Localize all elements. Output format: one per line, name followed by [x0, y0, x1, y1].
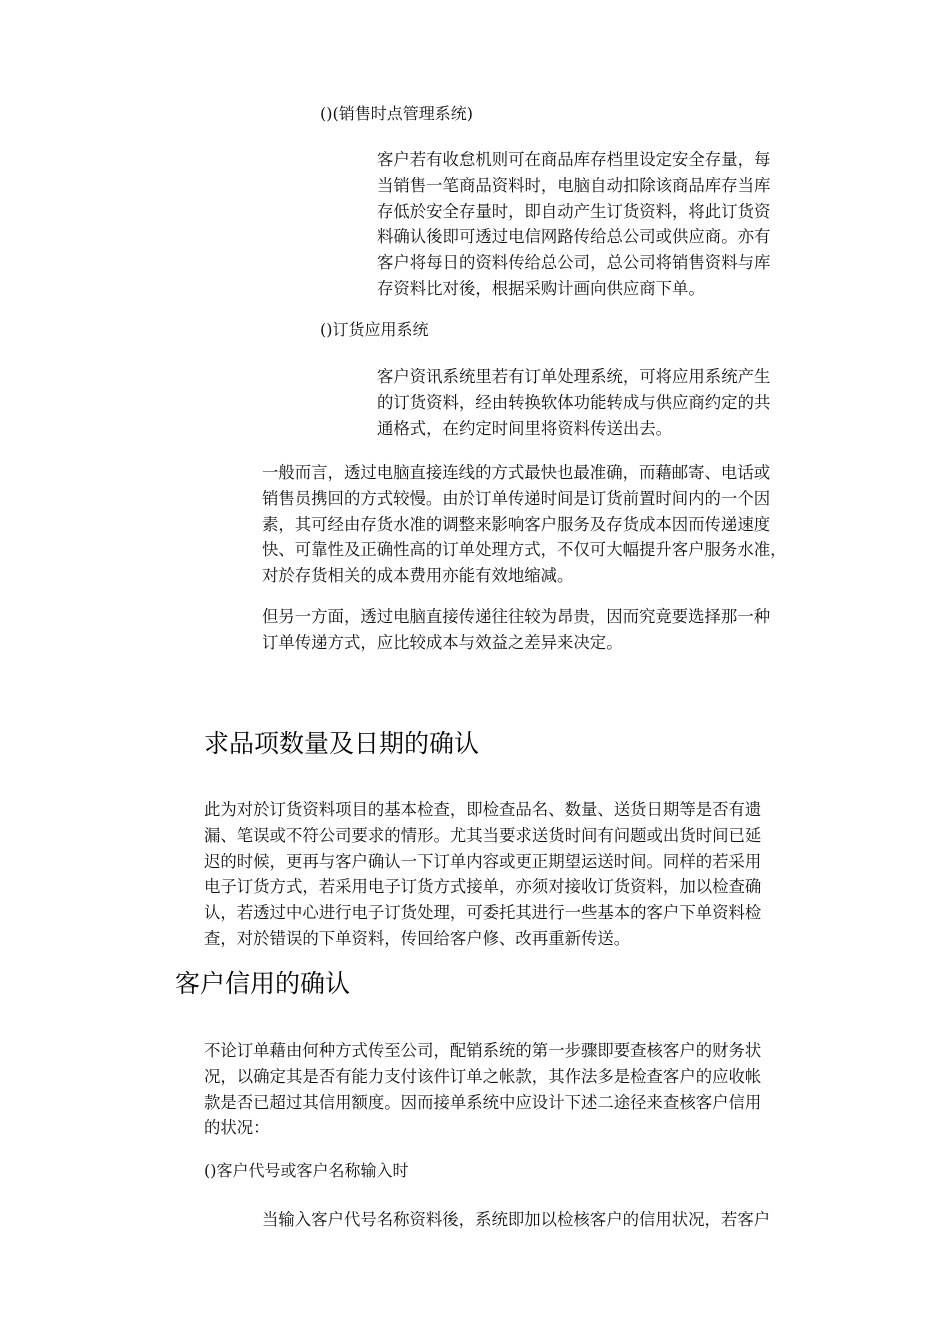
paragraph-line: 存低於安全存量时，即自动产生订货资料，将此订货资 — [377, 201, 771, 221]
paragraph-line: 通格式，在约定时间里将资料传送出去。 — [377, 418, 673, 438]
paragraph-line: 款是否已超过其信用额度。因而接单系统中应设计下述二途径来查核客户信用 — [204, 1092, 762, 1112]
paragraph-line: 的状况： — [204, 1118, 270, 1138]
paragraph-line: 快、可靠性及正确性高的订单处理方式，不仅可大幅提升客户服务水准， — [262, 540, 787, 560]
paragraph-line: 此为对於订货资料项目的基本检查，即检查品名、数量、送货日期等是否有遗 — [204, 800, 762, 819]
section-heading-quantity: 求品项数量及日期的确认 — [204, 729, 480, 758]
paragraph-line: 一般而言，透过电脑直接连线的方式最快也最准确，而藉邮寄、电话或 — [262, 463, 771, 482]
item-pos-label: ()(销售时点管理系统) — [320, 104, 473, 123]
paragraph-line: 况，以确定其是否有能力支付该件订单之帐款，其作法多是检查客户的应收帐 — [204, 1066, 762, 1086]
paragraph-line: 对於存货相关的成本费用亦能有效地缩减。 — [262, 566, 574, 586]
paragraph-line: 订单传递方式，应比较成本与效益之差异来决定。 — [262, 632, 623, 652]
other-hand-paragraph — [262, 604, 770, 656]
paragraph-line: 当输入客户代号名称资料後，系统即加以检核客户的信用状况，若客户 — [262, 1210, 771, 1229]
section-heading-credit: 客户信用的确认 — [175, 969, 351, 998]
quantity-paragraph — [204, 797, 761, 952]
paragraph-line: 存资料比对後，根据采购计画向供应商下单。 — [377, 278, 705, 298]
paragraph-line: 电子订货方式，若采用电子订货方式接单，亦须对接收订货资料，加以检查确 — [204, 877, 762, 897]
paragraph-line: 销售员携回的方式较慢。由於订单传递时间是订货前置时间内的一个因 — [262, 488, 771, 508]
paragraph-line: 素，其可经由存货水准的调整来影响客户服务及存货成本因而传递速度 — [262, 514, 771, 534]
item-order-app-label: ()订货应用系统 — [320, 320, 429, 339]
item-customer-code-label: ()客户代号或客户名称输入时 — [204, 1161, 409, 1180]
item-customer-code-paragraph — [262, 1207, 770, 1233]
paragraph-line: 的订货资料，经由转换软体功能转成与供应商约定的共 — [377, 392, 771, 412]
paragraph-line: 客户将每日的资料传给总公司，总公司将销售资料与库 — [377, 253, 771, 273]
paragraph-line: 认，若透过中心进行电子订货处理，可委托其进行一些基本的客户下单资料检 — [204, 903, 762, 923]
paragraph-line: 客户资讯系统里若有订单处理系统，可将应用系统产生 — [377, 367, 771, 386]
item-order-app-paragraph — [377, 364, 770, 441]
general-paragraph — [262, 460, 787, 589]
paragraph-line: 查，对於错误的下单资料，传回给客户修、改再重新传送。 — [204, 928, 631, 948]
paragraph-line: 迟的时候，更再与客户确认一下订单内容或更正期望运送时间。同样的若采用 — [204, 851, 762, 871]
paragraph-line: 不论订单藉由何种方式传至公司，配销系统的第一步骤即要查核客户的财务状 — [204, 1041, 762, 1060]
item-pos-paragraph — [377, 147, 770, 302]
paragraph-line: 料确认後即可透过电信网路传给总公司或供应商。亦有 — [377, 227, 771, 247]
paragraph-line: 客户若有收怠机则可在商品库存档里设定安全存量，每 — [377, 150, 771, 169]
paragraph-line: 当销售一笔商品资料时，电脑自动扣除该商品库存当库 — [377, 175, 771, 195]
paragraph-line: 但另一方面，透过电脑直接传递往往较为昂贵，因而究竟要选择那一种 — [262, 607, 771, 626]
credit-paragraph — [204, 1038, 761, 1141]
paragraph-line: 漏、笔误或不符公司要求的情形。尤其当要求送货时间有问题或出货时间已延 — [204, 825, 762, 845]
